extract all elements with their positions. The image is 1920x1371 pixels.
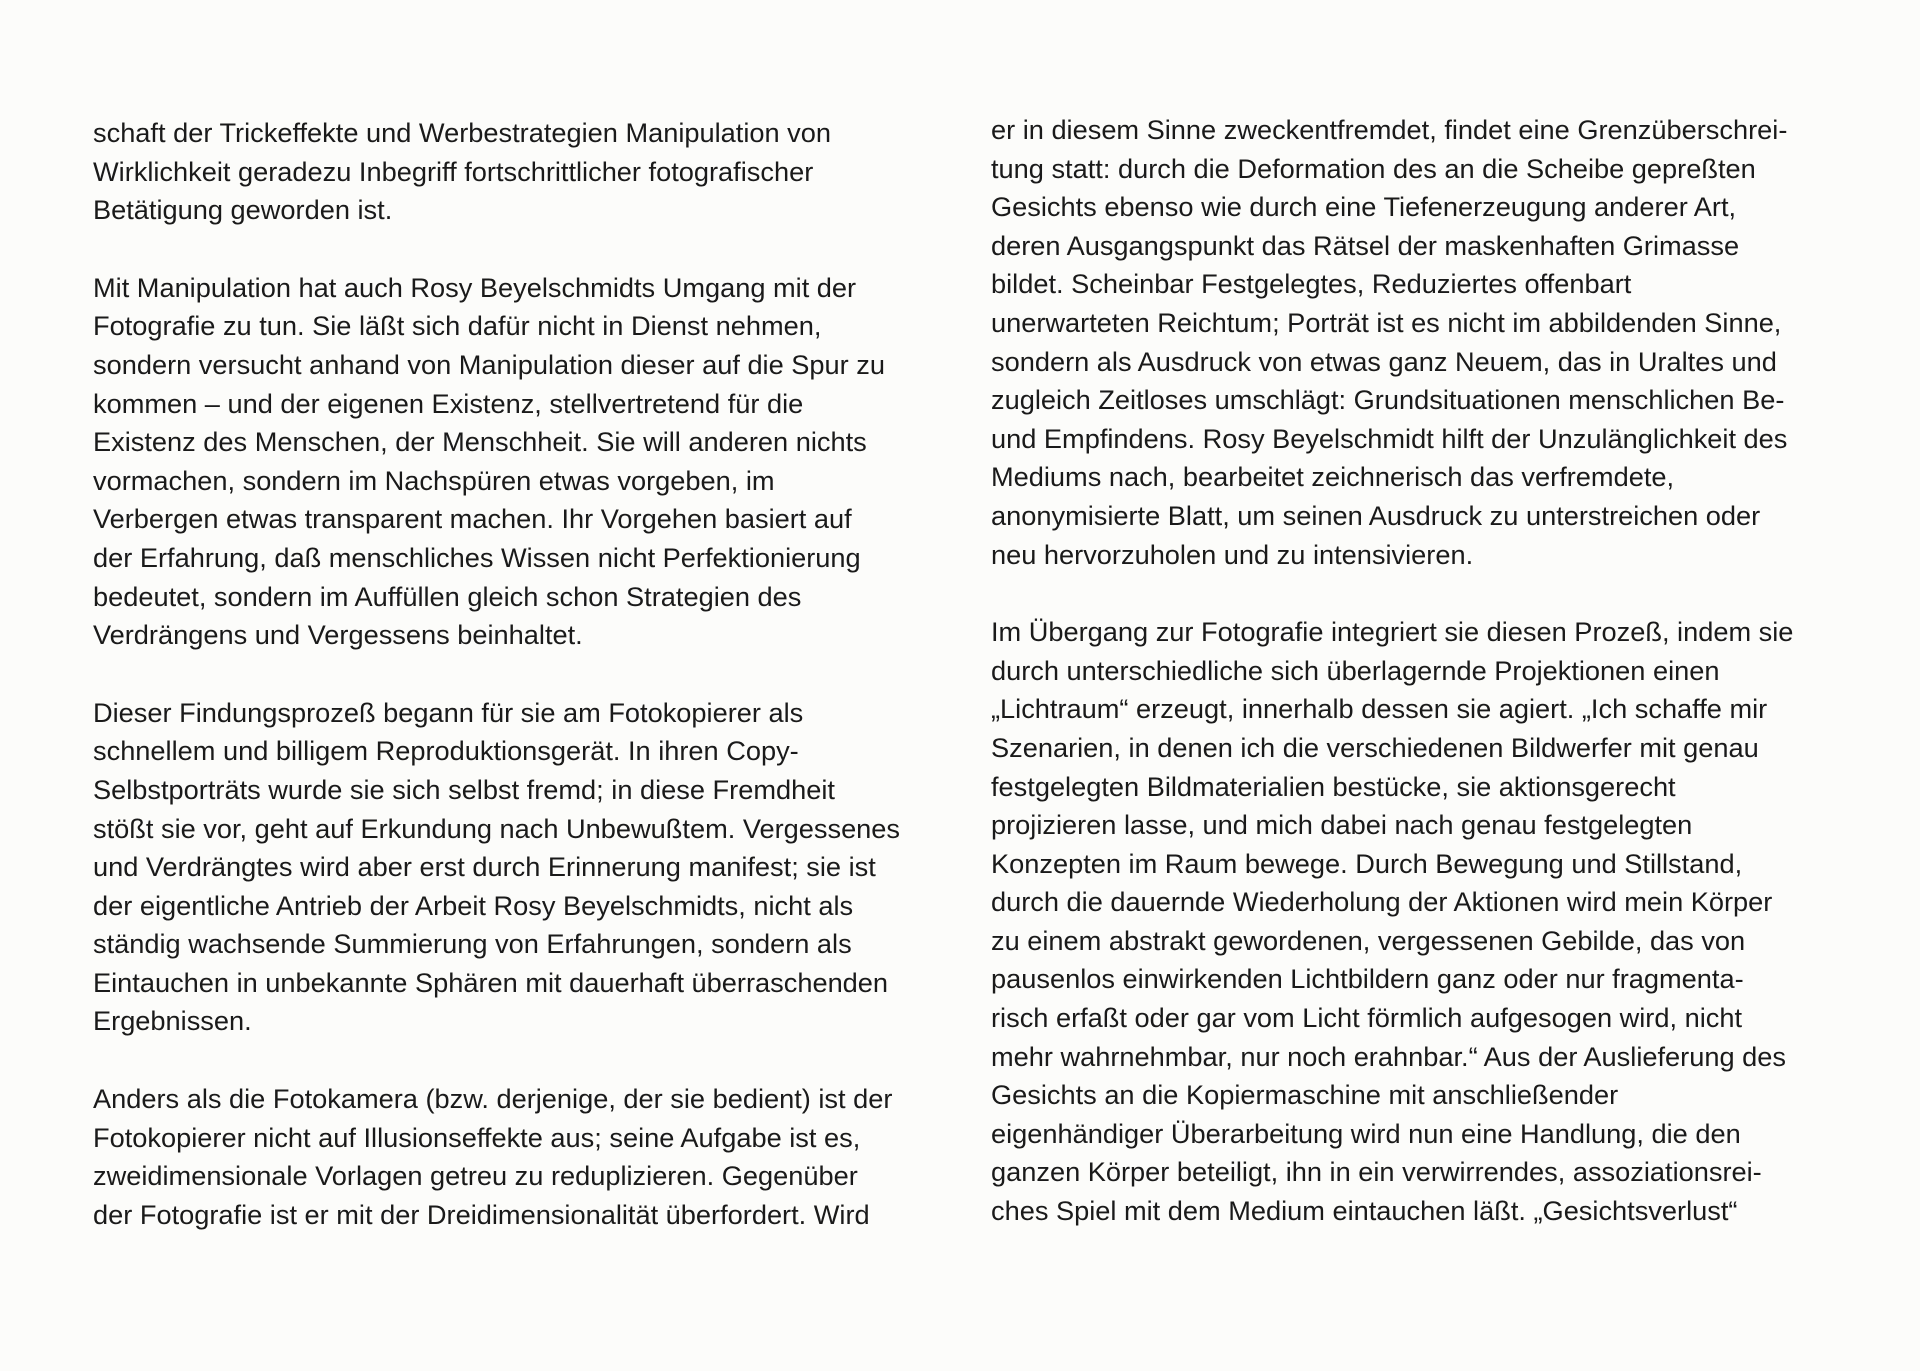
paragraph xyxy=(93,694,953,1041)
text-line: Ergebnissen. xyxy=(93,1005,252,1037)
text-line: Fotokopierer nicht auf Illusionseffekte aus; seine Aufgabe ist es, xyxy=(93,1121,861,1153)
text-line: Gesichts an die Kopiermaschine mit anschließender xyxy=(991,1079,1619,1111)
text-line: Eintauchen in unbekannte Sphären mit dauerhaft überraschenden xyxy=(93,966,889,998)
text-line: Selbstporträts wurde sie sich selbst fremd; in diese Fremdheit xyxy=(93,773,835,805)
text-line: Mediums nach, bearbeitet zeichnerisch das verfremdete, xyxy=(991,461,1675,493)
text-line: vormachen, sondern im Nachspüren etwas vorgeben, im xyxy=(93,464,775,496)
text-line: Gesichts ebenso wie durch eine Tiefenerzeugung anderer Art, xyxy=(991,191,1737,223)
text-line: Wirklichkeit geradezu Inbegriff fortschrittlicher fotografischer xyxy=(93,155,814,187)
text-line: zugleich Zeitloses umschlägt: Grundsituationen menschlichen Be- xyxy=(991,384,1785,416)
text-line: der Erfahrung, daß menschliches Wissen nicht Perfektionierung xyxy=(93,541,861,573)
text-line: der eigentliche Antrieb der Arbeit Rosy Beyelschmidts, nicht als xyxy=(93,889,854,921)
text-line: Verdrängens und Vergessens beinhaltet. xyxy=(93,619,583,651)
text-line: Mit Manipulation hat auch Rosy Beyelschmidts Umgang mit der xyxy=(93,271,857,303)
text-line: Existenz des Menschen, der Menschheit. Sie will anderen nichts xyxy=(93,426,867,458)
paragraph xyxy=(93,1080,953,1234)
text-line: Verbergen etwas transparent machen. Ihr Vorgehen basiert auf xyxy=(93,503,852,535)
text-line: Dieser Findungsprozeß begann für sie am Fotokopierer als xyxy=(93,696,804,728)
text-line: ständig wachsende Summierung von Erfahrungen, sondern als xyxy=(93,928,852,960)
text-line: schaft der Trickeffekte und Werbestrategien Manipulation von xyxy=(93,117,832,148)
text-line: zu einem abstrakt gewordenen, vergessenen Gebilde, das von xyxy=(991,924,1746,956)
text-line: durch die dauernde Wiederholung der Aktionen wird mein Körper xyxy=(991,886,1773,918)
text-line: Anders als die Fotokamera (bzw. derjenige, der sie bedient) ist der xyxy=(93,1083,893,1115)
text-line: unerwarteten Reichtum; Porträt ist es nicht im abbildenden Sinne, xyxy=(991,306,1782,338)
text-line: Betätigung geworden ist. xyxy=(93,194,393,226)
text-line: tung statt: durch die Deformation des an die Scheibe gepreßten xyxy=(991,152,1756,184)
paragraph xyxy=(991,111,1851,574)
text-line: anonymisierte Blatt, um seinen Ausdruck zu unterstreichen oder xyxy=(991,499,1761,531)
text-line: und Empfindens. Rosy Beyelschmidt hilft der Unzulänglichkeit des xyxy=(991,422,1788,454)
text-line: pausenlos einwirkenden Lichtbildern ganz oder nur fragmenta- xyxy=(991,963,1744,995)
text-line: festgelegten Bildmaterialien bestücke, sie aktionsgerecht xyxy=(991,770,1676,802)
text-line: ches Spiel mit dem Medium eintauchen läßt. „Gesichtsverlust“ xyxy=(991,1195,1738,1227)
text-line: sondern versucht anhand von Manipulation dieser auf die Spur zu xyxy=(93,348,885,380)
text-line: eigenhändiger Überarbeitung wird nun eine Handlung, die den xyxy=(991,1117,1741,1149)
text-line: der Fotografie ist er mit der Dreidimensionalität überfordert. Wird xyxy=(93,1198,870,1230)
text-line: Konzepten im Raum bewege. Durch Bewegung und Stillstand, xyxy=(991,847,1743,879)
text-line: kommen – und der eigenen Existenz, stellvertretend für die xyxy=(93,387,804,419)
text-line: ganzen Körper beteiligt, ihn in ein verwirrendes, assoziationsrei- xyxy=(991,1156,1762,1188)
text-line: deren Ausgangspunkt das Rätsel der maskenhaften Grimasse xyxy=(991,229,1740,261)
text-line: schnellem und billigem Reproduktionsgerät. In ihren Copy- xyxy=(93,735,799,767)
paragraph xyxy=(93,114,953,230)
text-line: neu hervorzuholen und zu intensivieren. xyxy=(991,538,1474,570)
text-line: durch unterschiedliche sich überlagernde Projektionen einen xyxy=(991,654,1720,686)
text-line: und Verdrängtes wird aber erst durch Erinnerung manifest; sie ist xyxy=(93,851,876,883)
paragraph xyxy=(991,613,1851,1231)
text-line: Im Übergang zur Fotografie integriert sie diesen Prozeß, indem sie xyxy=(991,616,1794,648)
text-line: sondern als Ausdruck von etwas ganz Neuem, das in Uraltes und xyxy=(991,345,1777,377)
text-line: bedeutet, sondern im Auffüllen gleich schon Strategien des xyxy=(93,580,802,612)
text-line: bildet. Scheinbar Festgelegtes, Reduziertes offenbart xyxy=(991,268,1632,300)
text-line: zweidimensionale Vorlagen getreu zu reduplizieren. Gegenüber xyxy=(93,1160,858,1192)
text-line: Szenarien, in denen ich die verschiedenen Bildwerfer mit genau xyxy=(991,731,1759,763)
text-line: „Lichtraum“ erzeugt, innerhalb dessen sie agiert. „Ich schaffe mir xyxy=(991,693,1768,725)
text-line: Fotografie zu tun. Sie läßt sich dafür nicht in Dienst nehmen, xyxy=(93,310,822,342)
right-text-column xyxy=(991,111,1851,1270)
text-line: projizieren lasse, und mich dabei nach genau festgelegten xyxy=(991,809,1693,841)
left-text-column xyxy=(93,114,953,1273)
text-line: er in diesem Sinne zweckentfremdet, findet eine Grenzüberschrei- xyxy=(991,114,1788,145)
text-line: mehr wahrnehmbar, nur noch erahnbar.“ Aus der Auslieferung des xyxy=(991,1040,1786,1072)
text-line: risch erfaßt oder gar vom Licht förmlich aufgesogen wird, nicht xyxy=(991,1002,1743,1034)
paragraph xyxy=(93,269,953,655)
text-line: stößt sie vor, geht auf Erkundung nach Unbewußtem. Vergessenes xyxy=(93,812,901,844)
